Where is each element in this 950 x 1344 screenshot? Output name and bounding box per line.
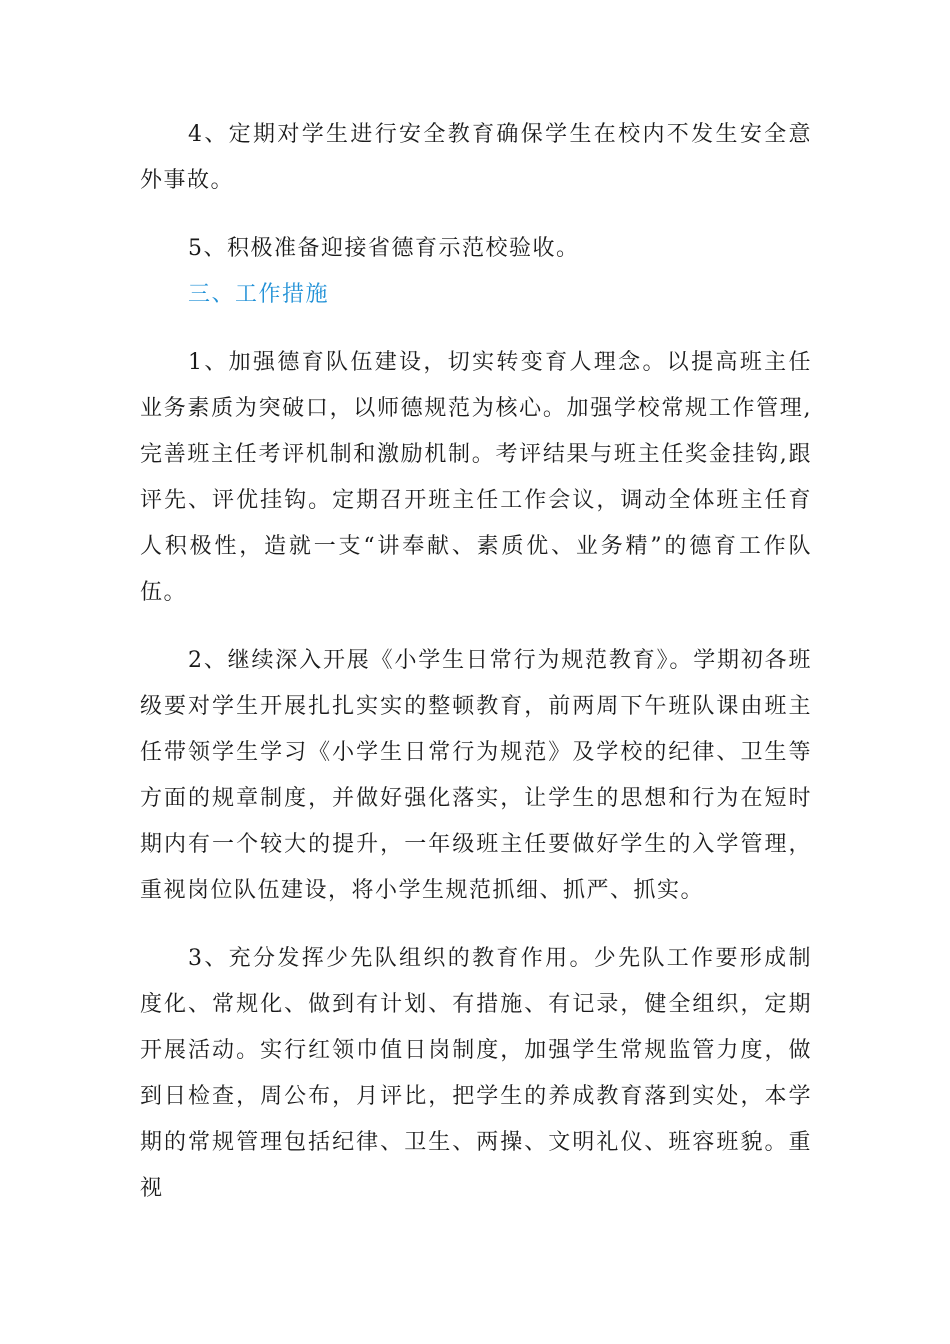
document-page [140, 112, 812, 1212]
section-heading: 三、工作措施 [188, 282, 330, 307]
measure-3-paragraph: 3、充分发挥少先队组织的教育作用。少先队工作要形成制度化、常规化、做到有计划、有措施、有记录，健全组织，定期开展活动。实行红领巾值日岗制度，加强学生常规监管力度，做到日检查，周公布，月评比，把学生的养成教育落到实处，本学期的常规管理包括纪律、卫生、两操、文明礼仪、班容班貌。重视 [140, 946, 812, 1201]
measure-2-paragraph: 2、继续深入开展《小学生日常行为规范教育》。学期初各班级要对学生开展扎扎实实的整顿教育，前两周下午班队课由班主任带领学生学习《小学生日常行为规范》及学校的纪律、卫生等方面的规章制度，并做好强化落实，让学生的思想和行为在短时期内有一个较大的提升，一年级班主任要做好学生的入学管理，重视岗位队伍建设，将小学生规范抓细、抓严、抓实。 [140, 648, 812, 903]
item-5-paragraph: 5、积极准备迎接省德育示范校验收。 [188, 236, 580, 261]
item-4-paragraph: 4、定期对学生进行安全教育确保学生在校内不发生安全意外事故。 [140, 122, 812, 193]
measure-1-paragraph: 1、加强德育队伍建设，切实转变育人理念。以提高班主任业务素质为突破口，以师德规范为核心。加强学校常规工作管理,完善班主任考评机制和激励机制。考评结果与班主任奖金挂钩,跟评先、评优挂钩。定期召开班主任工作会议，调动全体班主任育人积极性，造就一支“讲奉献、素质优、业务精”的德育工作队伍。 [140, 350, 812, 605]
